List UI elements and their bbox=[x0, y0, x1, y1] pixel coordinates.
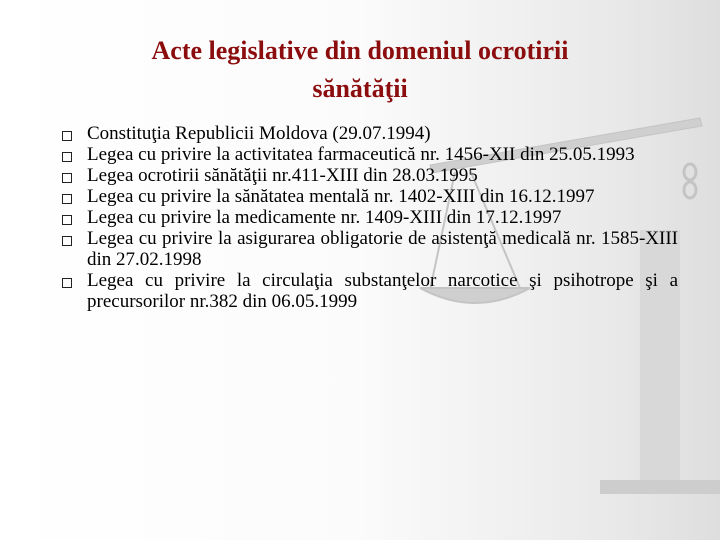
slide-title-line-2: sănătăţii bbox=[312, 74, 408, 103]
list-item-text: Legea cu privire la medicamente nr. 1409-XIII din 17.12.1997 bbox=[87, 207, 562, 228]
list-item bbox=[52, 144, 678, 165]
square-bullet-icon bbox=[62, 278, 73, 289]
list-item-text: Legea cu privire la sănătatea mentală nr. 1402-XIII din 16.12.1997 bbox=[87, 186, 595, 207]
slide-title bbox=[60, 32, 660, 108]
list-item-text: Legea cu privire la activitatea farmaceutică nr. 1456-XII din 25.05.1993 bbox=[87, 144, 635, 165]
list-item-text: Legea ocrotirii sănătăţii nr.411-XIII din 28.03.1995 bbox=[87, 165, 478, 186]
square-bullet-icon bbox=[62, 152, 73, 163]
list-item bbox=[52, 123, 678, 144]
square-bullet-icon bbox=[62, 173, 73, 184]
square-bullet-icon bbox=[62, 194, 73, 205]
list-item-text: Constituţia Republicii Moldova (29.07.1994) bbox=[87, 123, 431, 144]
list-item bbox=[52, 165, 678, 186]
square-bullet-icon bbox=[62, 215, 73, 226]
list-item bbox=[52, 207, 678, 228]
list-item bbox=[52, 186, 678, 207]
list-item-text: Legea cu privire la asigurarea obligatorie de asistenţă medicală nr. 1585-XIII din 27.02.1998 bbox=[87, 228, 678, 270]
square-bullet-icon bbox=[62, 236, 73, 247]
list-item-text: Legea cu privire la circulaţia substanţelor narcotice şi psihotrope şi a precursorilor nr.382 din 06.05.1999 bbox=[87, 270, 678, 312]
list-item bbox=[52, 270, 678, 312]
list-item bbox=[52, 228, 678, 270]
slide-title-line-1: Acte legislative din domeniul ocrotirii bbox=[151, 36, 569, 65]
legislation-list bbox=[52, 123, 678, 312]
square-bullet-icon bbox=[62, 131, 73, 142]
